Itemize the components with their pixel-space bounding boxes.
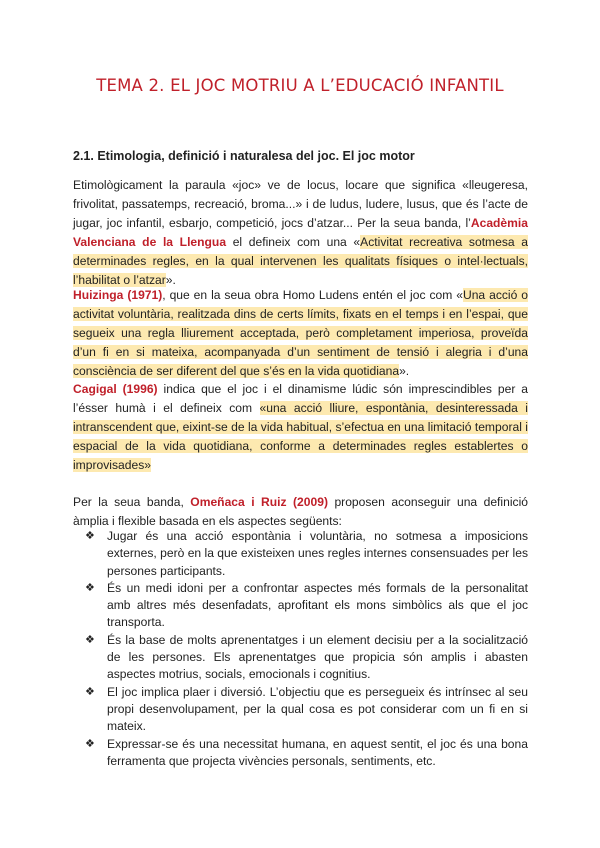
list-item	[73, 736, 528, 771]
paragraph-cagigal	[73, 380, 528, 475]
list-item	[73, 684, 528, 736]
paragraph-huizinga	[73, 286, 528, 381]
reference-avl: Acadèmia Valenciana de la Llengua	[73, 216, 528, 249]
list-item-text: És la base de molts aprenentatges i un element decisiu per a la socialització de les persones. Els aprenentatges que propicia són amplis i abasten aspectes motrius, socials, emocionals i cognitius.	[107, 632, 528, 682]
paragraph-text: proposen aconseguir una definició àmplia i flexible basada en els aspectes següents:	[73, 495, 528, 528]
list-item-text: El joc implica plaer i diversió. L’objectiu que es persegueix és intrínsec al seu propi desenvolupament, per la qual cosa es pot considerar com un fi en si mateix.	[107, 684, 528, 734]
list-item	[73, 580, 528, 632]
diamond-bullet-icon: ❖	[85, 581, 95, 594]
aspects-list	[73, 528, 528, 770]
paragraph-text: el defineix com una «	[226, 235, 361, 249]
paragraph-text: Etimològicament la paraula «joc» ve de locus, locare que significa «lleugeresa, frivolitat, passatemps, recreació, broma...» i de ludus, ludere, lusus, que és l’acte de jugar, joc infantil, esbarjo, competició, jocs d’atzar... Per la seua banda, l’	[73, 178, 528, 230]
paragraph-text: ».	[399, 364, 410, 378]
diamond-bullet-icon: ❖	[85, 530, 95, 542]
paragraph-omenaca	[73, 493, 528, 531]
reference-omenaca: Omeñaca i Ruiz (2009)	[190, 495, 328, 509]
paragraph-text: indica que el joc i el dinamisme lúdic són imprescindibles per a l’ésser humà i el defineix com	[73, 382, 529, 415]
highlighted-definition: Una acció o activitat voluntària, realitzada dins de certs límits, fixats en el temps i en l’espai, que segueix una regla lliurement acceptada, però completament imperiosa, proveïda d’un fi en si mateixa, acompanyada d’un sentiment de tensió i alegria i d’una consciència de ser diferent del que s’és en la vida quotidiana	[73, 288, 528, 378]
paragraph-text: Per la seua banda,	[73, 495, 191, 509]
page-title: TEMA 2. EL JOC MOTRIU A L’EDUCACIÓ INFANTIL	[96, 76, 504, 95]
reference-huizinga: Huizinga (1971)	[73, 288, 163, 302]
paragraph-text: ».	[165, 273, 176, 287]
diamond-bullet-icon: ❖	[85, 685, 95, 698]
list-item-text: Expressar-se és una necessitat humana, en aquest sentit, el joc és una bona ferramenta que projecta vivències personals, sentiments, etc.	[107, 736, 528, 768]
paragraph-etymology	[73, 176, 528, 290]
list-item	[73, 528, 528, 580]
list-item-text: Jugar és una acció espontània i voluntària, no sotmesa a imposicions externes, però en la que existeixen unes regles internes consensuades per les persones participants.	[107, 529, 528, 578]
paragraph-text: , que en la seua obra Homo Ludens entén el joc com «	[162, 288, 463, 302]
reference-cagigal: Cagigal (1996)	[73, 382, 158, 396]
highlighted-definition: «una acció lliure, espontània, desinteressada i intranscendent que, eixint-se de la vida habitual, s’efectua en una limitació temporal i espacial de la vida quotidiana, conforme a determinades regles establertes o improvisades»	[73, 401, 528, 472]
list-item-text: És un medi idoni per a confrontar aspectes més formals de la personalitat amb altres més desenfadats, aprofitant els mons simbòlics als que el joc transporta.	[107, 580, 528, 630]
diamond-bullet-icon: ❖	[85, 737, 95, 750]
diamond-bullet-icon: ❖	[85, 633, 95, 646]
highlighted-definition: Activitat recreativa sotmesa a determinades regles, en la qual intervenen les qualitats físiques o intel·lectuals, l’habilitat o l’atzar	[73, 235, 529, 287]
list-item	[73, 632, 528, 684]
section-heading: 2.1. Etimologia, definició i naturalesa del joc. El joc motor	[73, 149, 415, 163]
